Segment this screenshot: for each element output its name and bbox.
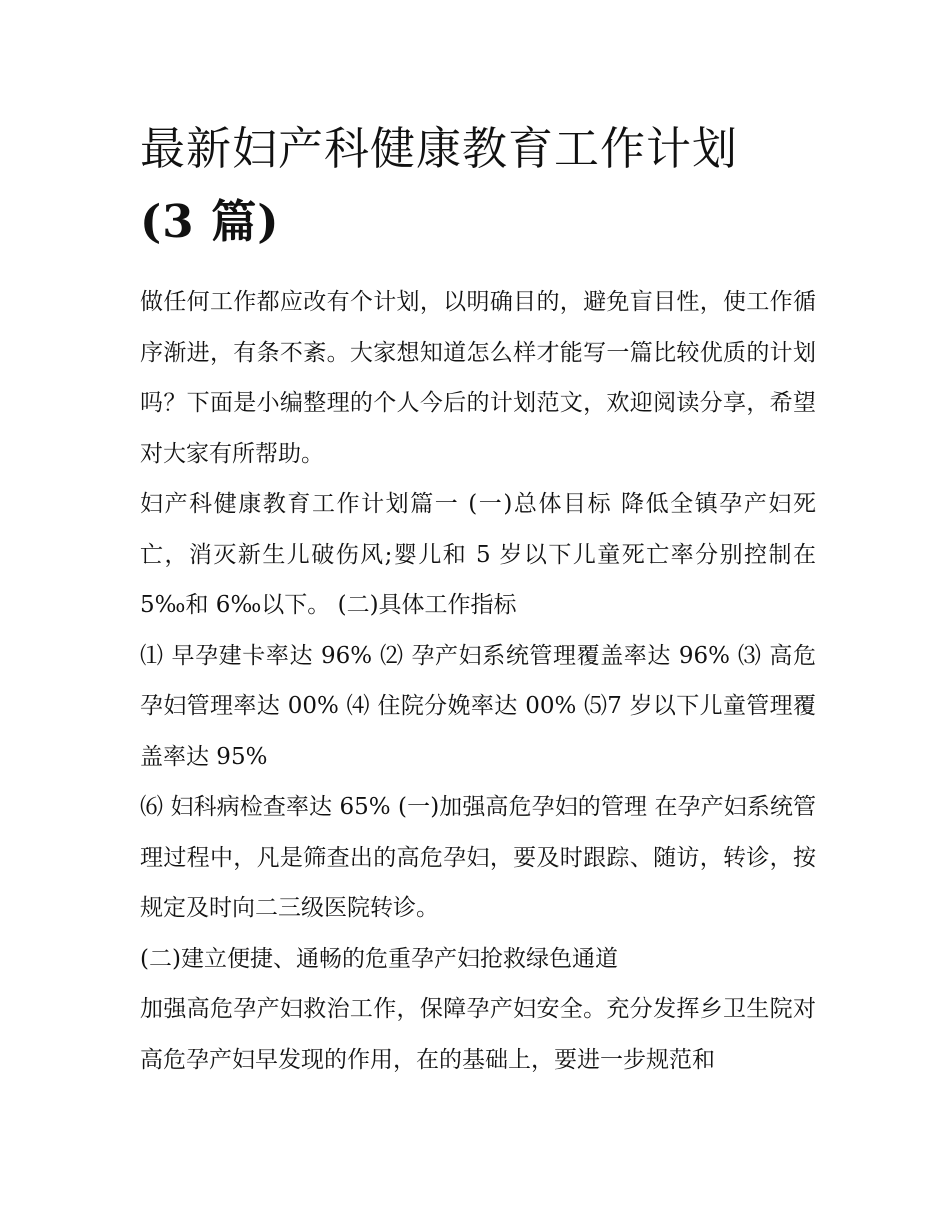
- document-title: [140, 112, 820, 258]
- paragraph-rescue: 加强高危孕产妇救治工作，保障孕产妇安全。充分发挥乡卫生院对高危孕产妇早发现的作用，在的基础上，要进一步规范和: [140, 996, 816, 1073]
- paragraph-high-risk: ⑹ 妇科病检查率达 65% (一)加强高危孕妇的管理 在孕产妇系统管理过程中，凡是筛查出的高危孕妇，要及时跟踪、随访，转诊，按规定及时向二三级医院转诊。: [140, 794, 816, 921]
- paragraph-indicators: ⑴ 早孕建卡率达 96% ⑵ 孕产妇系统管理覆盖率达 96% ⑶ 高危孕妇管理率达 00% ⑷ 住院分娩率达 00% ⑸7 岁以下儿童管理覆盖率达 95%: [140, 642, 816, 770]
- paragraph-goals: 妇产科健康教育工作计划篇一 (一)总体目标 降低全镇孕产妇死亡，消灭新生儿破伤风;婴儿和 5 岁以下儿童死亡率分别控制在 5‰和 6‰以下。 (二)具体工作指标: [140, 491, 816, 618]
- paragraph-green-channel: (二)建立便捷、通畅的危重孕产妇抢救绿色通道: [140, 945, 618, 972]
- document-body: [140, 277, 816, 1085]
- title-sub: (3 篇): [140, 195, 280, 248]
- paragraph-intro: 做任何工作都应改有个计划，以明确目的，避免盲目性，使工作循序渐进，有条不紊。大家想知道怎么样才能写一篇比较优质的计划吗？下面是小编整理的个人今后的计划范文，欢迎阅读分享，希望对大家有所帮助。: [140, 289, 816, 467]
- title-main: 最新妇产科健康教育工作计划: [140, 122, 739, 175]
